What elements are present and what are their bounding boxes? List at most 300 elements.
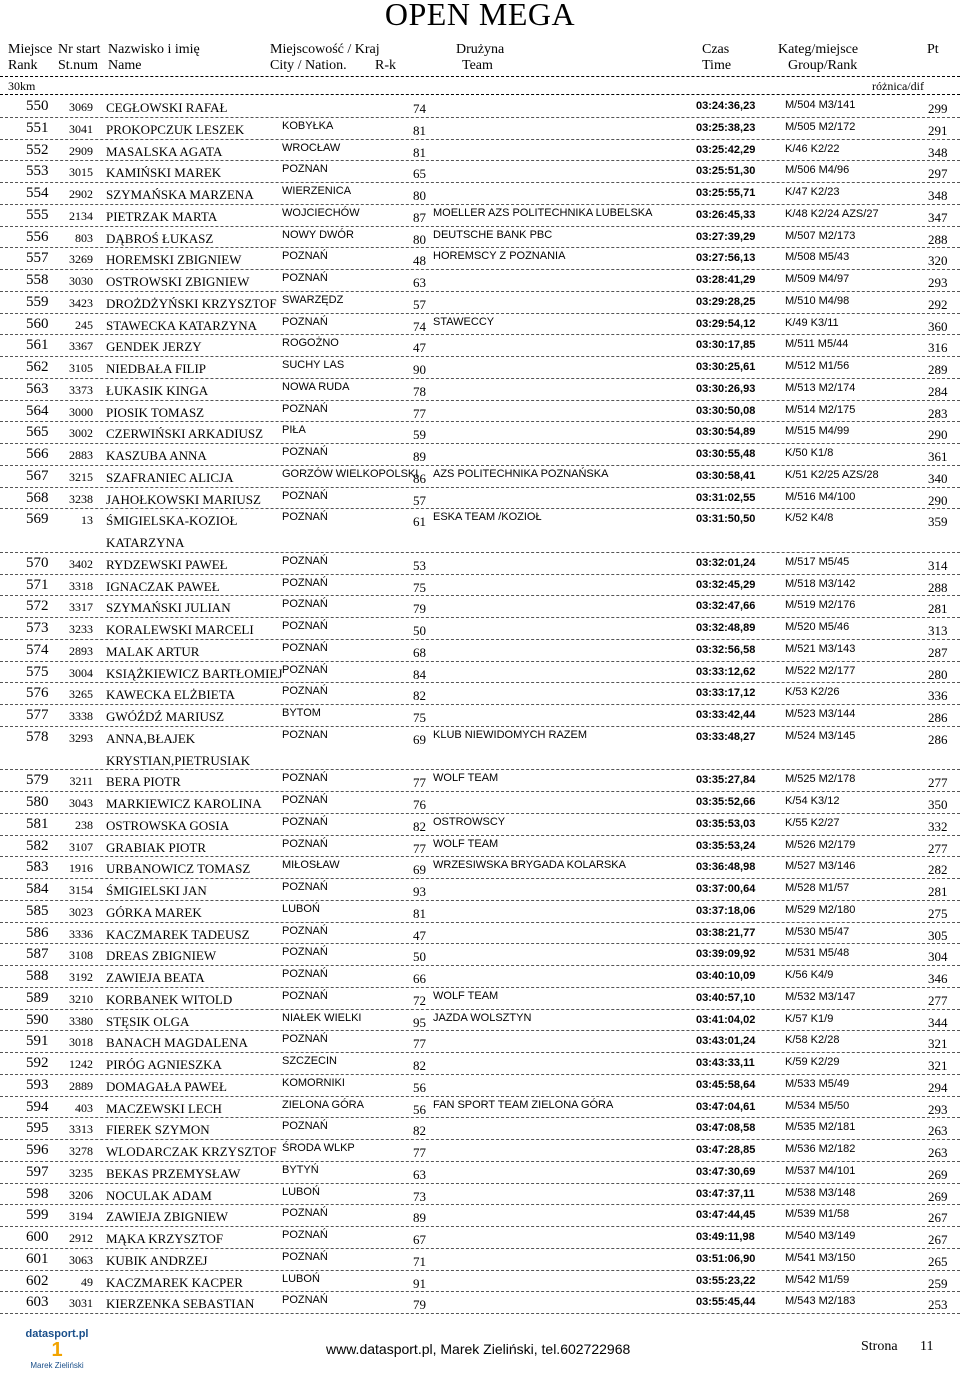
city-cell: MIŁOSŁAW (282, 859, 340, 872)
table-row (0, 270, 960, 292)
points-cell: 336 (928, 688, 948, 704)
name-line: JAHOŁKOWSKI MARIUSZ (106, 491, 261, 507)
name-cell (106, 970, 205, 986)
name-cell (106, 1275, 243, 1291)
category-cell: M/543 M2/183 (785, 1295, 856, 1308)
start-number-cell: 3269 (69, 252, 93, 267)
age-cell: 93 (413, 884, 426, 899)
points-cell: 286 (928, 710, 948, 725)
name-cell (106, 426, 263, 442)
name-cell (106, 1166, 240, 1182)
city-cell: POZNAŃ (282, 924, 328, 937)
points-cell: 267 (928, 1210, 948, 1226)
name-cell (106, 1253, 207, 1269)
age-cell: 57 (413, 492, 426, 508)
table-row (0, 118, 960, 140)
name-line: DOMAGAŁA PAWEŁ (106, 1078, 227, 1094)
header-rank-pl: Miejsce (8, 42, 53, 57)
rank-cell: 572 (26, 598, 49, 615)
points-cell: 313 (928, 623, 948, 638)
table-row (0, 1184, 960, 1206)
header-start-en: St.num (58, 58, 99, 73)
name-line: STĘSIK OLGA (106, 1013, 190, 1029)
city-cell: POZNAŃ (282, 1250, 328, 1263)
name-line: KACZMAREK TADEUSZ (106, 926, 250, 942)
city-cell: KOBYŁKA (282, 119, 334, 132)
name-line: ŚMIGIELSKA-KOZIOŁ (106, 513, 238, 529)
name-line: IGNACZAK PAWEŁ (106, 578, 220, 594)
page-label: Strona (861, 1339, 898, 1354)
name-cell (106, 361, 206, 377)
name-cell (106, 818, 229, 834)
footer-contact: www.datasport.pl, Marek Zieliński, tel.602722968 (326, 1341, 631, 1357)
city-cell: POZNAŃ (282, 685, 328, 698)
start-number-cell: 803 (75, 230, 93, 245)
name-cell (106, 579, 220, 595)
table-row (0, 1140, 960, 1162)
points-cell: 253 (928, 1297, 948, 1313)
datasport-logo (20, 1326, 94, 1370)
name-cell (106, 383, 208, 399)
table-row (0, 596, 960, 618)
name-line: ŁUKASIK KINGA (106, 382, 209, 398)
svg-text:Marek Zieliński: Marek Zieliński (30, 1361, 84, 1370)
start-number-cell: 3063 (69, 1252, 93, 1267)
start-number-cell: 3373 (69, 382, 93, 397)
name-line: GENDEK JERZY (106, 339, 202, 355)
city-cell: POZNAŃ (282, 598, 328, 611)
start-number-cell: 3402 (69, 556, 93, 571)
table-row (0, 314, 960, 336)
age-cell: 59 (413, 427, 426, 443)
category-cell: M/533 M5/49 (785, 1077, 850, 1090)
category-cell: M/512 M1/56 (785, 360, 850, 372)
name-line: KUBIK ANDRZEJ (106, 1252, 208, 1268)
city-cell: POZNAŃ (282, 272, 328, 284)
name-line: BANACH MAGDALENA (106, 1035, 248, 1051)
start-number-cell: 2909 (69, 143, 93, 158)
category-cell: M/528 M1/57 (785, 882, 850, 894)
name-line: KSIĄŻKIEWICZ BARTŁOMIEJ (106, 665, 283, 681)
age-cell: 66 (413, 971, 426, 986)
table-row (0, 1205, 960, 1227)
age-cell: 50 (413, 623, 426, 638)
name-line: DREAS ZBIGNIEW (106, 948, 217, 964)
header-time-pl: Czas (702, 42, 730, 57)
name-line: STAWECKA KATARZYNA (106, 317, 258, 333)
rank-cell: 559 (26, 293, 49, 310)
age-cell: 77 (413, 840, 426, 856)
time-cell: 03:35:27,84 (696, 774, 756, 787)
category-cell: M/535 M2/181 (785, 1121, 856, 1134)
city-cell: POZNAŃ (282, 315, 328, 328)
team-cell: AZS POLITECHNIKA POZNAŃSKA (433, 467, 609, 480)
points-cell: 282 (928, 862, 948, 878)
table-row (0, 553, 960, 575)
points-cell: 321 (928, 1036, 948, 1052)
team-cell: HOREMSCY Z POZNANIA (433, 250, 566, 263)
table-row (0, 988, 960, 1010)
start-number-cell: 238 (75, 817, 93, 832)
points-cell: 359 (928, 514, 948, 530)
city-cell: POZNAŃ (282, 402, 328, 415)
rank-cell: 557 (26, 250, 49, 267)
rank-cell: 580 (26, 794, 49, 810)
rank-cell: 592 (26, 1055, 49, 1071)
category-cell: M/504 M3/141 (785, 99, 856, 111)
points-cell: 348 (928, 188, 948, 203)
table-row (0, 770, 960, 792)
name-cell (106, 796, 262, 812)
name-cell (106, 1057, 222, 1073)
name-line: BEKAS PRZEMYSŁAW (106, 1165, 241, 1181)
name-line: MALAK ARTUR (106, 643, 200, 659)
name-line: HOREMSKI ZBIGNIEW (106, 252, 242, 268)
start-number-cell: 3318 (69, 578, 93, 593)
rank-cell: 593 (26, 1076, 49, 1093)
points-cell: 269 (928, 1166, 948, 1182)
time-cell: 03:55:45,44 (696, 1296, 756, 1309)
table-row (0, 944, 960, 966)
name-cell (106, 1209, 228, 1225)
team-cell: WOLF TEAM (433, 772, 499, 785)
name-cell (106, 165, 221, 181)
category-cell: M/506 M4/96 (785, 164, 850, 177)
time-cell: 03:40:10,09 (696, 970, 756, 982)
name-cell (106, 274, 249, 290)
name-cell (106, 557, 228, 573)
name-line: DROŻDŻYŃSKI KRZYSZTOF (106, 295, 277, 311)
name-line: MARKIEWICZ KAROLINA (106, 796, 262, 811)
header-cat-pl: Kateg/miejsce (778, 42, 859, 57)
name-cell (106, 709, 224, 725)
name-cell (106, 231, 213, 247)
table-row (0, 901, 960, 923)
start-number-cell: 3336 (69, 926, 93, 941)
time-cell: 03:35:52,66 (696, 796, 756, 808)
start-number-cell: 49 (81, 1274, 93, 1289)
category-cell: K/47 K2/23 (785, 186, 840, 198)
header-start-pl: Nr start (58, 42, 101, 57)
team-cell: JAZDA WOLSZTYN (433, 1011, 532, 1024)
table-row (0, 683, 960, 705)
start-number-cell: 13 (81, 513, 93, 528)
name-cell (106, 339, 202, 355)
points-cell: 284 (928, 383, 948, 399)
header-city-pl: Miejscowość / Kraj (270, 42, 380, 57)
table-row (0, 618, 960, 640)
team-cell: WRZESIWSKA BRYGADA KOLARSKA (433, 859, 626, 872)
name-cell (106, 774, 181, 790)
rank-cell: 555 (26, 206, 49, 223)
name-cell (106, 1144, 277, 1160)
table-row (0, 509, 960, 553)
age-cell: 78 (413, 383, 426, 399)
city-cell: POZNAN (282, 163, 328, 176)
points-cell: 288 (928, 579, 948, 595)
time-cell: 03:29:54,12 (696, 317, 756, 330)
category-cell: M/522 M2/177 (785, 664, 856, 677)
name-line: DĄBROŚ ŁUKASZ (106, 230, 214, 246)
age-cell: 47 (413, 927, 426, 943)
time-cell: 03:30:54,89 (696, 426, 756, 439)
category-cell: M/541 M3/150 (785, 1251, 856, 1264)
table-row (0, 575, 960, 597)
table-row (0, 488, 960, 510)
time-cell: 03:36:48,98 (696, 861, 756, 874)
name-cell (106, 1079, 227, 1095)
city-cell: POZNAŃ (282, 1294, 328, 1307)
table-row (0, 879, 960, 901)
age-cell: 73 (413, 1188, 426, 1204)
header-rank-en: Rank (8, 58, 38, 73)
header-team-en: Team (462, 58, 493, 73)
team-cell: WOLF TEAM (433, 989, 499, 1002)
city-cell: POZNAŃ (282, 968, 328, 980)
rank-cell: 589 (26, 989, 49, 1006)
rank-cell: 601 (26, 1250, 49, 1267)
points-cell: 316 (928, 340, 948, 356)
team-cell: STAWECCY (433, 315, 495, 328)
category-cell: K/52 K4/8 (785, 512, 834, 525)
name-cell (106, 1035, 248, 1051)
table-row (0, 401, 960, 423)
table-row (0, 1075, 960, 1097)
points-cell: 263 (928, 1123, 948, 1139)
start-number-cell: 3031 (69, 1296, 93, 1311)
time-cell: 03:24:36,23 (696, 100, 756, 112)
rank-cell: 571 (26, 576, 49, 593)
points-cell: 304 (928, 949, 948, 965)
table-row (0, 379, 960, 401)
rank-cell: 585 (26, 902, 49, 919)
age-cell: 61 (413, 514, 426, 530)
name-line: URBANOWICZ TOMASZ (106, 861, 251, 877)
row-divider (0, 1313, 960, 1314)
name-line: NOCULAK ADAM (106, 1187, 212, 1203)
rank-cell: 551 (26, 119, 49, 136)
name-line: GWÓŹDŹ MARIUSZ (106, 709, 225, 724)
time-cell: 03:38:21,77 (696, 926, 756, 939)
name-cell (106, 100, 227, 116)
name-cell (106, 1231, 223, 1247)
rank-cell: 587 (26, 946, 49, 963)
table-row (0, 1249, 960, 1271)
header-pt: Pt (927, 42, 939, 57)
start-number-cell: 3107 (69, 839, 93, 854)
name-cell (106, 1014, 189, 1030)
city-cell: POZNAŃ (282, 794, 328, 806)
points-cell: 289 (928, 362, 948, 377)
age-cell: 53 (413, 557, 426, 573)
age-cell: 82 (413, 688, 426, 704)
start-number-cell: 2889 (69, 1078, 93, 1093)
start-number-cell: 3211 (69, 774, 93, 789)
rank-cell: 556 (26, 228, 49, 245)
svg-text:datasport.pl: datasport.pl (25, 1328, 89, 1340)
category-cell: K/56 K4/9 (785, 969, 834, 981)
rank-cell: 581 (26, 815, 49, 832)
start-number-cell: 3313 (69, 1122, 93, 1137)
city-cell: NIAŁEK WIELKI (282, 1011, 362, 1024)
category-cell: M/525 M2/178 (785, 773, 856, 786)
rank-cell: 595 (26, 1120, 49, 1137)
table-row (0, 444, 960, 466)
name-cell (106, 1296, 254, 1312)
points-cell: 321 (928, 1058, 948, 1073)
name-cell (106, 883, 207, 899)
age-cell: 90 (413, 362, 426, 377)
city-cell: KOMORNIKI (282, 1076, 345, 1089)
name-line: KIERZENKA SEBASTIAN (106, 1296, 255, 1312)
points-cell: 280 (928, 666, 948, 682)
name-cell (106, 209, 217, 225)
category-cell: M/537 M4/101 (785, 1164, 856, 1177)
name-line: KAWECKA ELŻBIETA (106, 687, 235, 703)
category-cell: K/50 K1/8 (785, 447, 834, 459)
table-row (0, 292, 960, 314)
time-cell: 03:31:50,50 (696, 513, 756, 526)
age-cell: 56 (413, 1079, 426, 1095)
start-number-cell: 3154 (69, 883, 93, 897)
city-cell: POZNAŃ (282, 815, 328, 828)
header-name-pl: Nazwisko i imię (108, 42, 200, 57)
rank-cell: 565 (26, 424, 49, 441)
age-cell: 77 (413, 1036, 426, 1052)
points-cell: 297 (928, 166, 948, 182)
city-cell: POZNAN (282, 728, 328, 741)
table-row (0, 1271, 960, 1293)
time-cell: 03:47:28,85 (696, 1144, 756, 1156)
time-cell: 03:51:06,90 (696, 1252, 756, 1265)
team-cell: WOLF TEAM (433, 837, 499, 850)
rank-cell: 562 (26, 359, 49, 375)
name-line: KORBANEK WITOLD (106, 991, 233, 1007)
name-cell (106, 840, 206, 856)
category-cell: M/516 M4/100 (785, 490, 856, 503)
age-cell: 57 (413, 296, 426, 312)
city-cell: POZNAŃ (282, 1229, 328, 1241)
city-cell: POZNAŃ (282, 576, 328, 589)
table-row (0, 183, 960, 205)
header-team-pl: Drużyna (456, 42, 505, 57)
header-divider (0, 76, 960, 77)
name-cell (106, 448, 207, 464)
age-cell: 48 (413, 253, 426, 269)
name-cell (106, 405, 204, 421)
rank-cell: 574 (26, 641, 49, 658)
header-cat-en: Group/Rank (788, 58, 858, 73)
time-cell: 03:28:41,29 (696, 274, 756, 286)
rank-cell: 552 (26, 141, 49, 158)
rank-cell: 569 (26, 511, 49, 528)
time-cell: 03:39:09,92 (696, 948, 756, 961)
category-cell: M/520 M5/46 (785, 621, 850, 633)
start-number-cell: 3018 (69, 1035, 93, 1050)
name-line: RYDZEWSKI PAWEŁ (106, 556, 228, 572)
name-cell (106, 1122, 210, 1138)
city-cell: BYTYŃ (282, 1163, 319, 1176)
city-cell: POZNAŃ (282, 1207, 328, 1220)
start-number-cell: 3043 (69, 796, 93, 810)
start-number-cell: 3105 (69, 361, 93, 375)
time-cell: 03:30:17,85 (696, 339, 756, 352)
rank-cell: 582 (26, 837, 49, 854)
city-cell: WOJCIECHÓW (282, 206, 360, 219)
category-cell: M/508 M5/43 (785, 251, 850, 264)
team-cell: OSTROWSCY (433, 815, 506, 828)
start-number-cell: 1242 (69, 1057, 93, 1071)
name-cell (106, 1188, 212, 1204)
rank-cell: 603 (26, 1294, 49, 1311)
table-row (0, 836, 960, 858)
table-row (0, 727, 960, 771)
name-line: OSTROWSKA GOSIA (106, 817, 230, 833)
table-row (0, 1227, 960, 1249)
start-number-cell: 245 (75, 317, 93, 332)
category-cell: K/58 K2/28 (785, 1034, 840, 1047)
table-row (0, 1292, 960, 1314)
age-cell: 89 (413, 449, 426, 464)
city-cell: POZNAŃ (282, 1120, 328, 1133)
name-line: SZAFRANIEC ALICJA (106, 469, 234, 485)
points-cell: 277 (928, 775, 948, 791)
start-number-cell: 2883 (69, 448, 93, 462)
age-cell: 82 (413, 1058, 426, 1073)
points-cell: 346 (928, 971, 948, 986)
category-cell: M/523 M3/144 (785, 708, 856, 720)
age-cell: 77 (413, 1145, 426, 1160)
city-cell: NOWY DWÓR (282, 228, 354, 241)
city-cell: POZNAŃ (282, 446, 328, 458)
table-row (0, 205, 960, 227)
category-cell: M/507 M2/173 (785, 229, 856, 242)
rank-cell: 586 (26, 924, 49, 941)
start-number-cell: 3215 (69, 469, 93, 484)
table-row (0, 161, 960, 183)
category-cell: K/46 K2/22 (785, 142, 840, 155)
table-row (0, 1031, 960, 1053)
time-cell: 03:32:45,29 (696, 578, 756, 591)
name-cell (106, 296, 277, 312)
name-line: GRABIAK PIOTR (106, 839, 207, 855)
start-number-cell: 3206 (69, 1187, 93, 1202)
category-cell: M/518 M3/142 (785, 577, 856, 590)
table-row (0, 705, 960, 727)
table-row (0, 640, 960, 662)
city-cell: POZNAŃ (282, 1033, 328, 1046)
svg-text:1: 1 (51, 1339, 63, 1361)
start-number-cell: 3023 (69, 904, 93, 919)
start-number-cell: 3317 (69, 600, 93, 615)
time-cell: 03:43:33,11 (696, 1057, 755, 1069)
team-cell: MOELLER AZS POLITECHNIKA LUBELSKA (433, 206, 653, 219)
age-cell: 80 (413, 188, 426, 203)
rank-cell: 599 (26, 1207, 49, 1224)
name-cell (106, 927, 250, 943)
name-line: OSTROWSKI ZBIGNIEW (106, 274, 250, 289)
category-cell: M/513 M2/174 (785, 381, 856, 394)
age-cell: 74 (413, 318, 426, 334)
start-number-cell: 3000 (69, 404, 93, 419)
category-cell: M/527 M3/146 (785, 860, 856, 873)
start-number-cell: 3108 (69, 948, 93, 963)
start-number-cell: 3210 (69, 991, 93, 1006)
time-cell: 03:30:50,08 (696, 404, 756, 417)
start-number-cell: 3030 (69, 274, 93, 288)
points-cell: 291 (928, 122, 948, 138)
time-cell: 03:47:44,45 (696, 1209, 756, 1222)
